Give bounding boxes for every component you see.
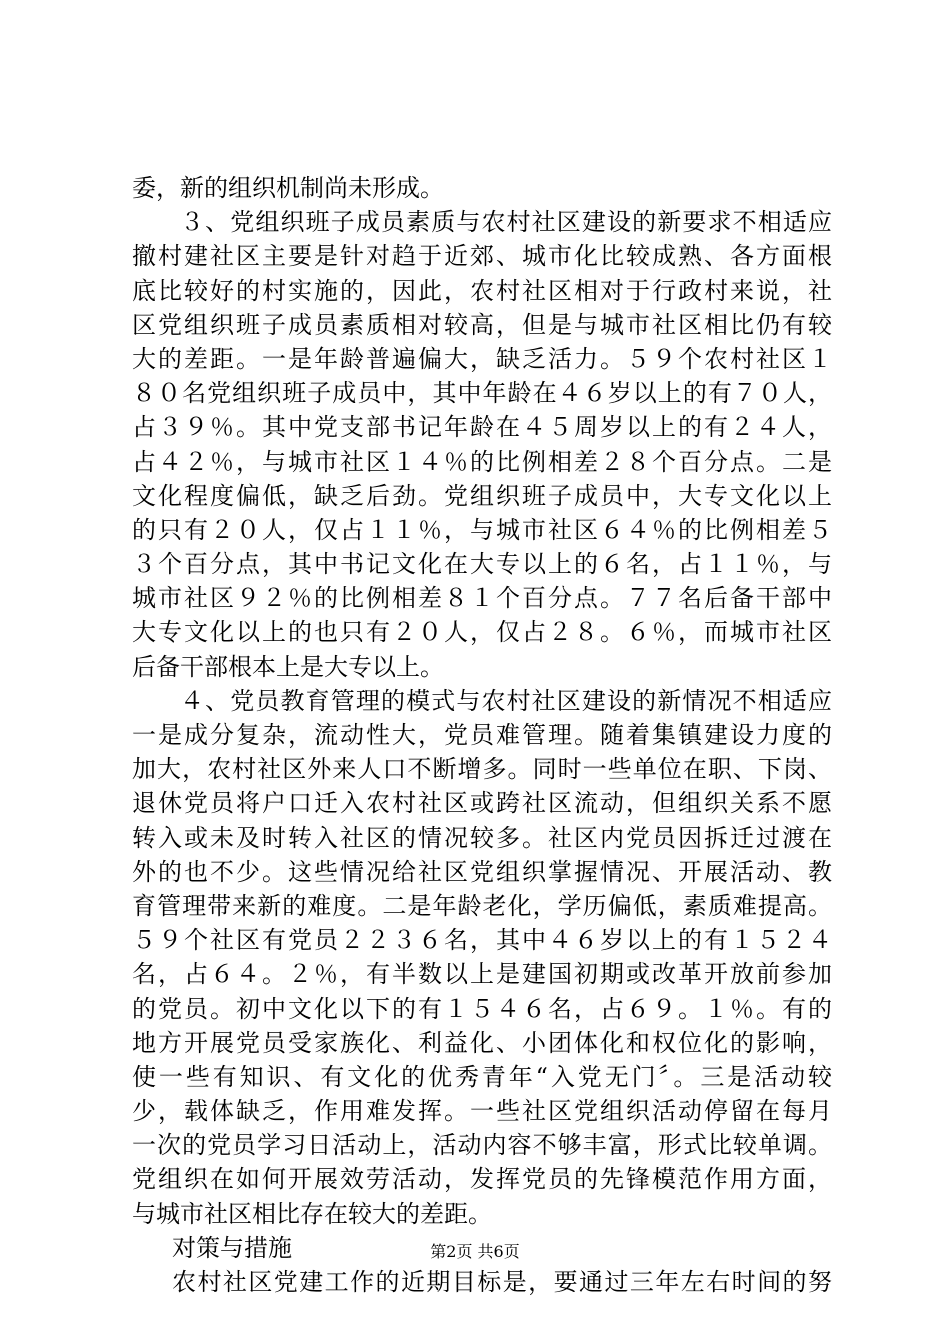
text-line: 一次的党员学习日活动上，活动内容不够丰富，形式比较单调。 [132, 1131, 832, 1160]
text-line: 党组织在如何开展效劳活动，发挥党员的先锋模范作用方面， [132, 1165, 832, 1194]
text-line: 外的也不少。这些情况给社区党组织掌握情况、开展活动、教 [132, 857, 832, 886]
text-line: 加大，农村社区外来人口不断增多。同时一些单位在职、下岗、 [132, 755, 832, 784]
text-line: 农村社区党建工作的近期目标是，要通过三年左右时间的努 [172, 1268, 832, 1296]
text-line: 与城市社区相比存在较大的差距。 [132, 1199, 492, 1228]
text-line: 地方开展党员受家族化、利益化、小团体化和权位化的影响， [132, 1028, 832, 1057]
text-line: 占４２％，与城市社区１４％的比例相差２８个百分点。二是 [132, 447, 832, 476]
heading-4: ４、党员教育管理的模式与农村社区建设的新情况不相适应 [180, 686, 832, 715]
text-line: 底比较好的村实施的，因此，农村社区相对于行政村来说，社 [132, 276, 832, 305]
text-line: ５９个社区有党员２２３６名，其中４６岁以上的有１５２４ [132, 926, 832, 955]
text-line: 占３９％。其中党支部书记年龄在４５周岁以上的有２４人， [132, 413, 832, 442]
text-line: 文化程度偏低，缺乏后劲。党组织班子成员中，大专文化以上 [132, 481, 832, 510]
text-line: ３个百分点，其中书记文化在大专以上的６名，占１１％，与 [132, 550, 832, 579]
text-line: 区党组织班子成员素质相对较高，但是与城市社区相比仍有较 [132, 310, 832, 339]
text-line: 大专文化以上的也只有２０人，仅占２８。６％，而城市社区 [132, 618, 832, 647]
text-line: 育管理带来新的难度。二是年龄老化，学历偏低，素质难提高。 [132, 891, 832, 920]
heading-3: ３、党组织班子成员素质与农村社区建设的新要求不相适应 [180, 208, 832, 237]
text-line: 少，载体缺乏，作用难发挥。一些社区党组织活动停留在每月 [132, 1097, 832, 1126]
page-footer: 第2页 共6页 [430, 1242, 520, 1261]
section-heading: 对策与措施 [172, 1233, 292, 1262]
body-text [132, 171, 832, 1299]
text-line: 的党员。初中文化以下的有１５４６名，占６９。１％。有的 [132, 994, 832, 1023]
text-line: 委，新的组织机制尚未形成。 [132, 174, 444, 202]
text-line: 一是成分复杂，流动性大，党员难管理。随着集镇建设力度的 [132, 721, 832, 749]
text-line: 大的差距。一是年龄普遍偏大，缺乏活力。５９个农村社区１ [132, 344, 832, 373]
text-line: 退休党员将户口迁入农村社区或跨社区流动，但组织关系不愿 [132, 789, 832, 818]
text-line: 使一些有知识、有文化的优秀青年“入党无门〞。三是活动较 [132, 1062, 832, 1091]
text-line: 名，占６４。２％，有半数以上是建国初期或改革开放前参加 [132, 960, 832, 989]
text-line: 转入或未及时转入社区的情况较多。社区内党员因拆迁过渡在 [132, 823, 832, 852]
text-line: 城市社区９２％的比例相差８１个百分点。７７名后备干部中 [132, 584, 832, 613]
text-line: ８０名党组织班子成员中，其中年龄在４６岁以上的有７０人， [132, 379, 832, 408]
text-line: 后备干部根本上是大专以上。 [132, 652, 444, 681]
text-line: 的只有２０人，仅占１１％，与城市社区６４％的比例相差５ [132, 515, 832, 544]
text-line: 撤村建社区主要是针对趋于近郊、城市化比较成熟、各方面根 [132, 242, 832, 271]
